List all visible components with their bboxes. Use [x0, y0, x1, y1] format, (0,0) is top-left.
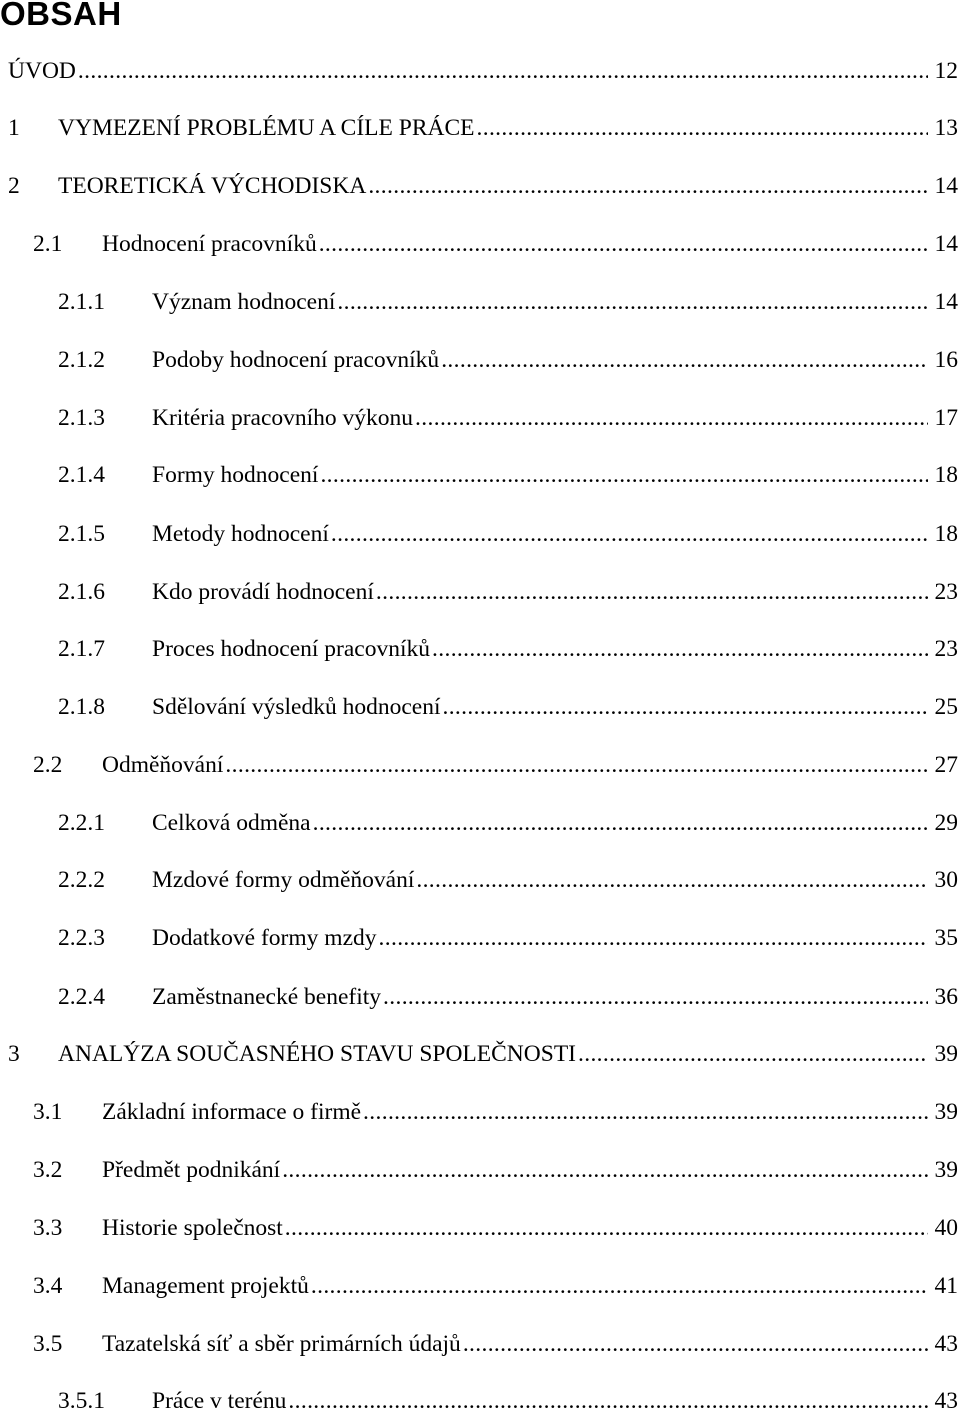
toc-entry-number: 3 [8, 1041, 20, 1067]
toc-dot-leader [320, 457, 928, 493]
toc-dot-leader [477, 110, 929, 146]
toc-entry-page: 18 [934, 521, 958, 547]
toc-entry-page: 25 [934, 694, 958, 720]
toc-dot-leader [441, 342, 928, 378]
toc-entry[interactable] [58, 805, 960, 841]
toc-entry-page: 23 [934, 579, 958, 605]
toc-entry-page: 43 [934, 1388, 958, 1414]
toc-entry[interactable] [33, 1268, 960, 1304]
toc-dot-leader [363, 1094, 928, 1130]
toc-dot-leader [331, 516, 928, 552]
toc-entry-title: Management projektů [102, 1273, 309, 1299]
toc-dot-leader [379, 920, 928, 956]
toc-entry[interactable] [58, 631, 960, 667]
toc-entry[interactable] [58, 689, 960, 725]
toc-entry-number: 2.2.1 [58, 810, 105, 836]
toc-entry-title: Sdělování výsledků hodnocení [152, 694, 441, 720]
toc-entry-title: Formy hodnocení [152, 462, 319, 488]
toc-entry[interactable] [8, 110, 960, 146]
toc-entry-page: 14 [934, 173, 958, 199]
toc-entry-title: Tazatelská síť a sběr primárních údajů [102, 1331, 461, 1357]
toc-dot-leader [225, 747, 928, 783]
toc-entry[interactable] [8, 1036, 960, 1072]
toc-dot-leader [285, 1210, 928, 1246]
toc-entry-page: 43 [934, 1331, 958, 1357]
toc-entry[interactable] [33, 1152, 960, 1188]
toc-entry-number: 3.1 [33, 1099, 63, 1125]
toc-entry-number: 2.1.4 [58, 462, 105, 488]
toc-entry-page: 39 [934, 1099, 958, 1125]
toc-entry-number: 2 [8, 173, 20, 199]
toc-entry-number: 2.1.7 [58, 636, 105, 662]
toc-entry-title: Historie společnost [102, 1215, 283, 1241]
toc-entry-page: 17 [934, 405, 958, 431]
toc-entry-number: 3.5.1 [58, 1388, 105, 1414]
toc-entry-title: VYMEZENÍ PROBLÉMU A CÍLE PRÁCE [58, 115, 475, 141]
toc-entry-page: 23 [934, 636, 958, 662]
toc-entry-title: Metody hodnocení [152, 521, 329, 547]
toc-entry[interactable] [58, 284, 960, 320]
toc-entry[interactable] [58, 574, 960, 610]
toc-entry-number: 3.5 [33, 1331, 63, 1357]
toc-entry-title: ÚVOD [8, 58, 76, 84]
toc-entry-title: Podoby hodnocení pracovníků [152, 347, 440, 373]
toc-entry-number: 2.1.2 [58, 347, 105, 373]
toc-entry-title: Proces hodnocení pracovníků [152, 636, 431, 662]
toc-entry-page: 41 [934, 1273, 958, 1299]
toc-entry-page: 36 [934, 984, 958, 1010]
toc-dot-leader [376, 574, 928, 610]
toc-entry[interactable] [58, 400, 960, 436]
toc-entry-number: 2.1.1 [58, 289, 105, 315]
toc-entry[interactable] [8, 168, 960, 204]
toc-entry-page: 40 [934, 1215, 958, 1241]
toc-entry[interactable] [58, 342, 960, 378]
toc-entry-title: Kritéria pracovního výkonu [152, 405, 414, 431]
toc-entry-number: 2.1.5 [58, 521, 105, 547]
toc-dot-leader [368, 168, 928, 204]
toc-entry-number: 2.2 [33, 752, 63, 778]
toc-dot-leader [415, 400, 928, 436]
toc-entry-page: 30 [934, 867, 958, 893]
toc-dot-leader [78, 53, 928, 89]
toc-entry-number: 3.4 [33, 1273, 63, 1299]
toc-dot-leader [416, 862, 928, 898]
toc-entry-number: 2.2.4 [58, 984, 105, 1010]
toc-entry[interactable] [33, 747, 960, 783]
toc-entry-title: Dodatkové formy mzdy [152, 925, 377, 951]
toc-dot-leader [442, 689, 928, 725]
toc-entry-title: Význam hodnocení [152, 289, 336, 315]
toc-dot-leader [311, 1268, 928, 1304]
toc-entry-page: 13 [934, 115, 958, 141]
toc-entry-number: 2.2.2 [58, 867, 105, 893]
toc-entry-page: 29 [934, 810, 958, 836]
toc-dot-leader [432, 631, 928, 667]
toc-dot-leader [383, 979, 928, 1015]
toc-entry-title: Předmět podnikání [102, 1157, 281, 1183]
toc-entry-title: Odměňování [102, 752, 224, 778]
toc-entry-number: 2.1.8 [58, 694, 105, 720]
toc-entry-page: 12 [934, 58, 958, 84]
toc-entry[interactable] [58, 516, 960, 552]
toc-entry-number: 2.1.6 [58, 579, 105, 605]
toc-entry-page: 16 [934, 347, 958, 373]
toc-entry[interactable] [58, 979, 960, 1015]
toc-dot-leader [463, 1326, 928, 1362]
toc-entry-page: 27 [934, 752, 958, 778]
toc-entry-title: Celková odměna [152, 810, 311, 836]
toc-entry-title: TEORETICKÁ VÝCHODISKA [58, 173, 367, 199]
toc-entry-page: 18 [934, 462, 958, 488]
toc-entry-page: 35 [934, 925, 958, 951]
toc-entry-page: 14 [934, 289, 958, 315]
toc-entry-title: Práce v terénu [152, 1388, 287, 1414]
toc-entry[interactable] [33, 1094, 960, 1130]
toc-dot-leader [337, 284, 928, 320]
toc-entry[interactable] [33, 226, 960, 262]
toc-entry-title: Hodnocení pracovníků [102, 231, 317, 257]
toc-entry-title: Základní informace o firmě [102, 1099, 362, 1125]
toc-entry-page: 39 [934, 1041, 958, 1067]
toc-entry-number: 2.1 [33, 231, 63, 257]
toc-entry[interactable] [33, 1210, 960, 1246]
toc-entry-number: 2.1.3 [58, 405, 105, 431]
toc-entry-number: 3.2 [33, 1157, 63, 1183]
toc-entry[interactable] [58, 862, 960, 898]
toc-entry-title: ANALÝZA SOUČASNÉHO STAVU SPOLEČNOSTI [58, 1041, 576, 1067]
toc-entry[interactable] [58, 457, 960, 493]
toc-entry-title: Kdo provádí hodnocení [152, 579, 374, 605]
toc-dot-leader [282, 1152, 928, 1188]
toc-entry-number: 3.3 [33, 1215, 63, 1241]
toc-dot-leader [319, 226, 928, 262]
toc-entry[interactable] [8, 53, 960, 89]
toc-dot-leader [313, 805, 928, 841]
toc-dot-leader [578, 1036, 928, 1072]
toc-entry-page: 39 [934, 1157, 958, 1183]
toc-entry-number: 1 [8, 115, 20, 141]
toc-entry[interactable] [33, 1326, 960, 1362]
toc-entry-page: 14 [934, 231, 958, 257]
toc-entry-title: Mzdové formy odměňování [152, 867, 415, 893]
toc-entry[interactable] [58, 920, 960, 956]
toc-entry-number: 2.2.3 [58, 925, 105, 951]
toc-entry-title: Zaměstnanecké benefity [152, 984, 382, 1010]
page-title: OBSAH [0, 0, 122, 32]
